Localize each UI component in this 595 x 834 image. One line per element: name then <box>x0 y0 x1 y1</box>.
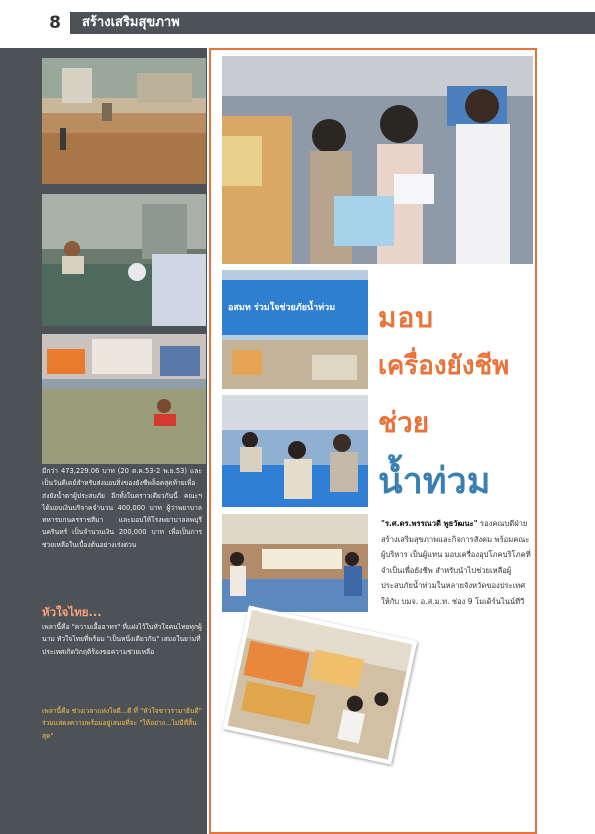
flood-man-photo <box>42 194 206 326</box>
headline-line-1: มอบ <box>378 301 435 334</box>
mcot-banner-text: อสมท ร่วมใจช่วยภัยน้ำท่วม <box>228 303 336 313</box>
flood-rescue-photo <box>42 334 206 464</box>
photo-caption <box>381 516 531 609</box>
caption-text: รองคณบดีฝ่ายสร้างเสริมสุขภาพและกิจการสังคม พร้อมคณะผู้บริหาร เป็นผู้แทน มอบเครื่องอุปโภคบริโภคที่จำเป็นเพื่อยังชีพ สำหรับนำไปช่วยเหลือผู้ประสบภัยน้ำท่วมในหลายจังหวัดของประเทศให้กับ บมจ. อ.ส.ม.ท. ช่อง 9 โมเดิร์นไนน์ทีวี <box>381 519 531 606</box>
sidebar-body-text: มีกว่า 473,229.06 บาท (20 ต.ค.53-2 พ.ย.53) และเป็นวันดีเดย์สำหรับส่งมอบสิ่งของยังชีพล็อตสุดท้ายเพื่อส่งยังน้ำตาผู้ประสบภัย อีกทั้งในคราวเดียวกันนี้ คณะฯ ได้มอบเงินบริจาคจำนวน 400,000 บาท ผู้ว่าพยาบาลทหารบกนครราชสีมา และมอบให้โรงพยาบาลลพบุรีนครินทร์ เป็นจำนวนเงิน 200,000 บาท เพื่อเป็นการช่วยเหลือในเบื้องต้นอย่างเร่งด่วน <box>42 467 202 549</box>
sidebar-section-title: หัวใจไทย... <box>42 605 102 619</box>
headline-line-3: ช่วย <box>378 406 430 439</box>
mcot-banner-photo <box>222 270 368 389</box>
flood-street-photo <box>42 58 206 184</box>
page-header <box>40 12 595 34</box>
headline-line-2: เครื่องยังชีพ <box>378 351 510 381</box>
headline-line-4: น้ำท่วม <box>378 461 491 502</box>
sidebar-closing-text: เพลานี้คือ ช่วงเวลาแห่งใจดี...ดี ที่ "หัวใจชาวรามาธิบดี" ร่วมแสดงความพร้อมอยู่เสมอที่จะ "ให้อย่าง...ไม่มีที่สิ้นสุด" <box>42 707 202 740</box>
sidebar-section-text: เพลานี้คือ "ความเอื้ออาทร" ที่แฝงไว้ในหัวใจคนไทยทุกผู้นาม หัวใจไทยที่พร้อม "เป็นหนึ่งเดียวกัน" เสมอในยามที่ประเทศเกิดวิกฤติร้องขอความช่วยเหลือ <box>42 623 202 656</box>
page-number: 8 <box>40 12 70 34</box>
event-room-photo <box>222 514 368 612</box>
caption-name: "ร.ศ.ดร.พรรณวดี พูธวัฒนะ" <box>381 519 478 528</box>
donation-handover-photo <box>222 56 533 264</box>
meeting-table-photo <box>222 395 368 507</box>
section-title: สร้างเสริมสุขภาพ <box>82 15 180 30</box>
